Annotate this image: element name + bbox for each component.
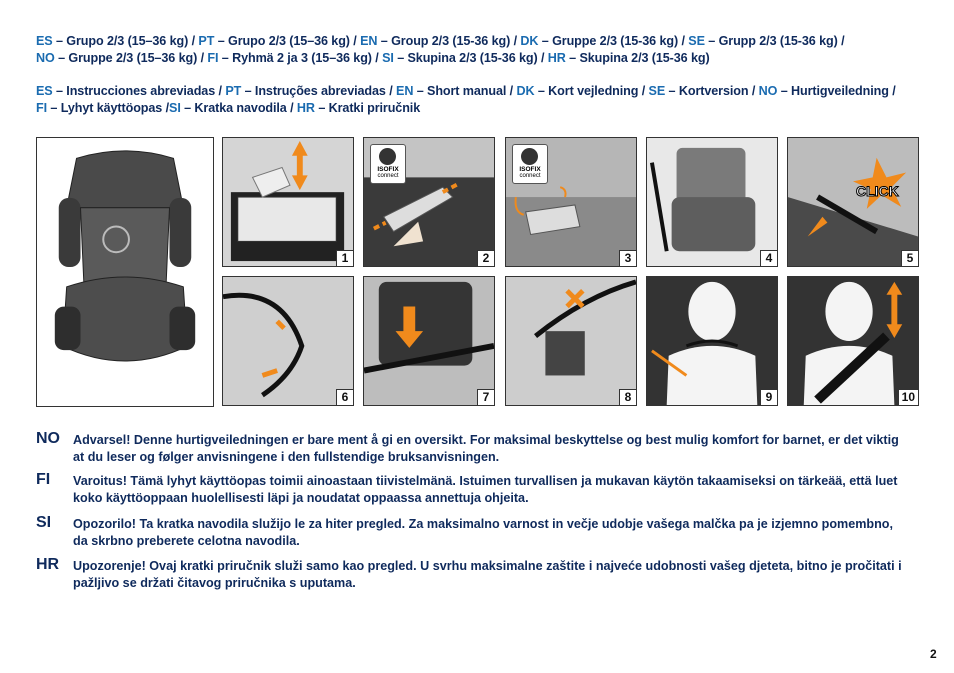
- step-5-image: [787, 137, 919, 267]
- step-number: 10: [898, 389, 918, 405]
- warning-text: Opozorilo! Ta kratka navodila služijo le za hiter pregled. Za maksimalno varnost in večje udobje vašega malčka pa je izjemno pomembno, da skrbno preberete celotna navodila.: [73, 517, 893, 548]
- step-number: 6: [336, 389, 353, 405]
- language-code: FI: [36, 471, 51, 488]
- page-number: 2: [930, 647, 937, 661]
- isofix-connect-icon: ISOFIX connect: [512, 144, 548, 184]
- step-4-image: [646, 137, 778, 267]
- step-8-image: [505, 276, 637, 406]
- header-titles-line-2: FI – Lyhyt käyttöopas /SI – Kratka navodila / HR – Kratki priručnik: [36, 101, 421, 115]
- step-7-image: [363, 276, 495, 406]
- header-titles-line-1: ES – Instrucciones abreviadas / PT – Instruções abreviadas / EN – Short manual / DK – Kort vejledning / SE – Kortversion / NO – Hurtigveiledning /: [36, 84, 896, 98]
- header-groups: [36, 33, 844, 67]
- step-3-image: [505, 137, 637, 267]
- step-number: 2: [477, 250, 494, 266]
- step-9-image: [646, 276, 778, 406]
- header-groups-line-2: NO – Gruppe 2/3 (15–36 kg) / FI – Ryhmä 2 ja 3 (15–36 kg) / SI – Skupina 2/3 (15-36 kg) / HR – Skupina 2/3 (15-36 kg): [36, 51, 710, 65]
- car-seat-main-image: [36, 137, 214, 407]
- step-number: 1: [336, 250, 353, 266]
- arrow-up-down: [886, 282, 902, 338]
- click-label: CLICK: [856, 183, 899, 199]
- header-manual-titles: [36, 83, 896, 117]
- step-number: 5: [901, 250, 918, 266]
- step-number: 9: [760, 389, 777, 405]
- car-seat-illustration: [37, 138, 213, 406]
- step-number: 4: [760, 250, 777, 266]
- isofix-connect-icon: ISOFIX connect: [370, 144, 406, 184]
- step-2-image: [363, 137, 495, 267]
- language-code: SI: [36, 514, 52, 531]
- arrow-up-down: [292, 141, 308, 190]
- header-groups-line-1: ES – Grupo 2/3 (15–36 kg) / PT – Grupo 2/3 (15–36 kg) / EN – Group 2/3 (15-36 kg) / DK – Gruppe 2/3 (15-36 kg) / SE – Grupp 2/3 (15-36 kg) /: [36, 34, 845, 48]
- step-10-image: [787, 276, 919, 406]
- language-code: NO: [36, 430, 60, 447]
- language-code: HR: [36, 556, 60, 573]
- warning-text: Varoitus! Tämä lyhyt käyttöopas toimii ainoastaan tiivistelmänä. Istuimen turvallisen ja mukavan käytön takaamiseksi on tärkeää, että luet koko käyttöoppaan huolellisesti läpi ja noudatat oppaassa annettuja ohjeita.: [73, 474, 898, 505]
- step-1-image: [222, 137, 354, 267]
- step-number: 8: [619, 389, 636, 405]
- warning-text: Advarsel! Denne hurtigveiledningen er bare ment å gi en oversikt. For maksimal beskyttelse og best mulig komfort for barnet, er det viktig at du leser og følger anvisningene i den fullstendige bruksanvisningen.: [73, 433, 899, 464]
- warning-text: Upozorenje! Ovaj kratki priručnik služi samo kao pregled. U svrhu maksimalne zaštite i najveće udobnosti vašeg djeteta, bitno je pročitati i pažljivo se držati čitavog priručnika s uputama.: [73, 559, 902, 590]
- step-6-image: [222, 276, 354, 406]
- step-number: 3: [619, 250, 636, 266]
- step-number: 7: [477, 389, 494, 405]
